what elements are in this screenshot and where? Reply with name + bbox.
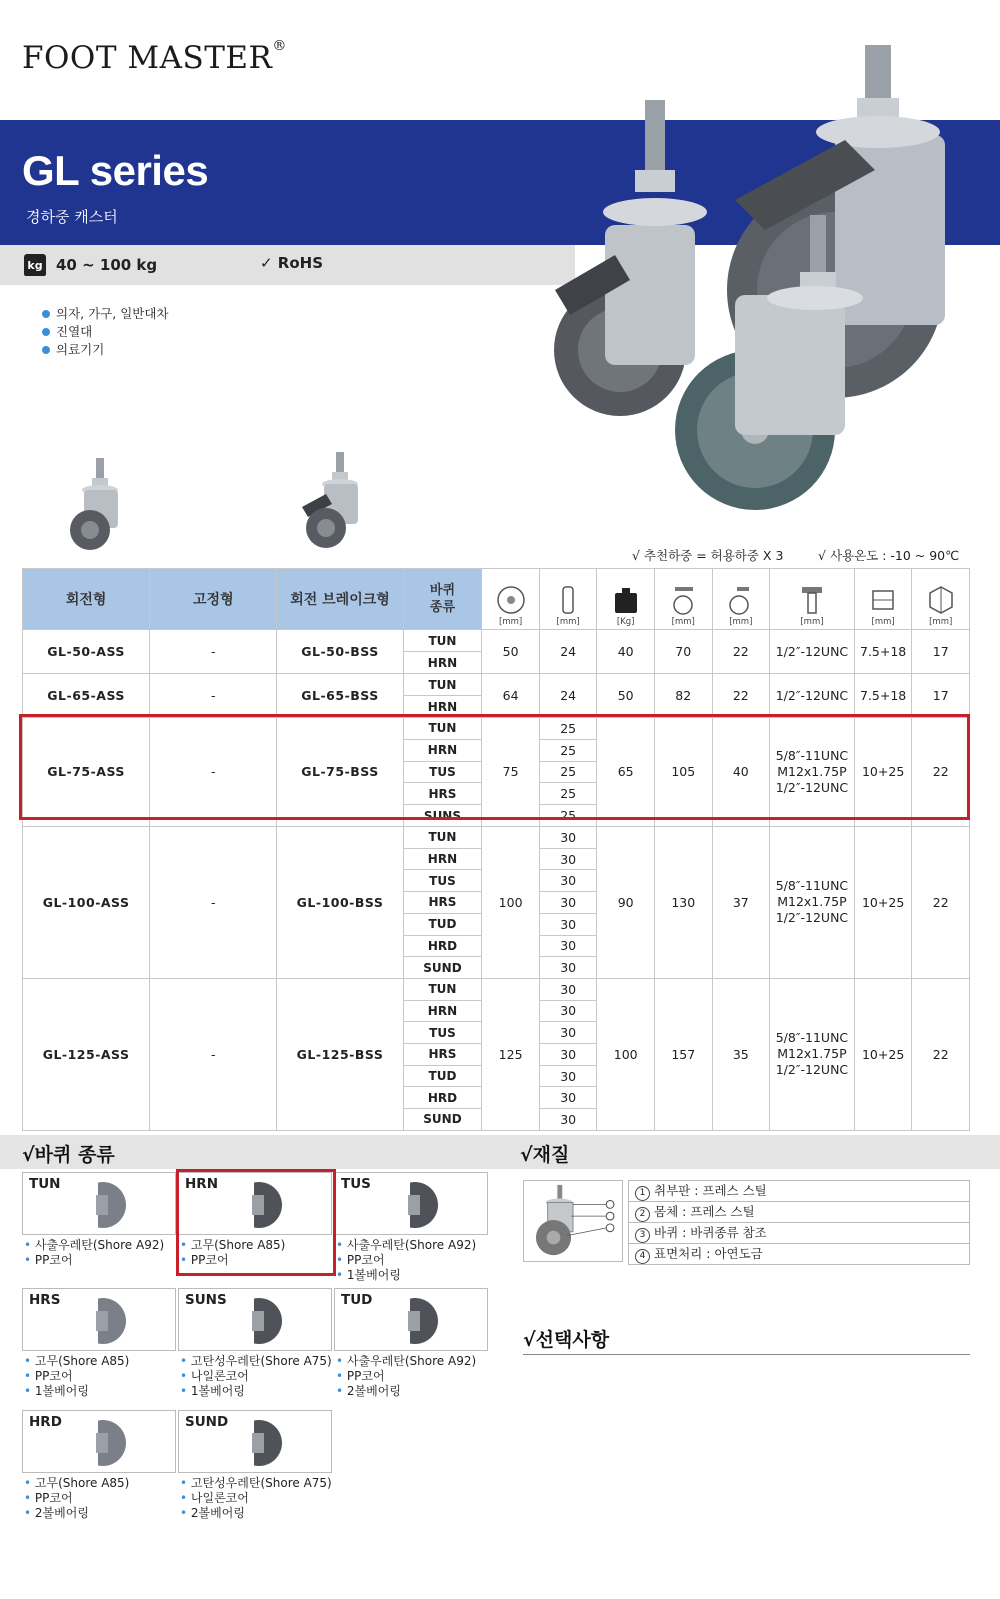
wheel-type-cell: HRD bbox=[403, 1087, 482, 1109]
brand-name: FOOT MASTER bbox=[22, 40, 273, 76]
registered-mark: ® bbox=[272, 38, 287, 54]
brake-model: GL-100-BSS bbox=[277, 826, 403, 978]
wheel-type-card bbox=[22, 1410, 176, 1473]
caster-height: 105 bbox=[654, 718, 712, 827]
wheel-cross-section-icon bbox=[234, 1415, 284, 1471]
unit-label: [mm] bbox=[929, 617, 953, 627]
weight-load-icon bbox=[611, 585, 641, 615]
wheel-width: 30 bbox=[539, 1044, 597, 1066]
wheel-type-code: TUS bbox=[341, 1176, 371, 1192]
material-row bbox=[629, 1181, 970, 1202]
usage-item: 진열대 bbox=[42, 323, 169, 341]
stem-length: 10+25 bbox=[854, 718, 912, 827]
spec-table bbox=[22, 568, 970, 1131]
fixed-model: - bbox=[150, 978, 277, 1130]
wheel-diameter: 75 bbox=[482, 718, 540, 827]
wheel-type-cell: TUN bbox=[403, 674, 482, 696]
description-line: • 나일론코어 bbox=[180, 1369, 332, 1384]
description-line: • 고탄성우레탄(Shore A75) bbox=[180, 1354, 332, 1369]
material-title: √재질 bbox=[520, 1144, 570, 1166]
wheel-type-description bbox=[336, 1238, 476, 1283]
wheel-type-cell: TUN bbox=[403, 718, 482, 740]
wheel-width: 30 bbox=[539, 1000, 597, 1022]
load-range: 40 ~ 100 kg bbox=[56, 256, 158, 274]
wheel-diameter: 64 bbox=[482, 674, 540, 718]
description-line: • 고무(Shore A85) bbox=[180, 1238, 285, 1253]
wheel-diameter: 50 bbox=[482, 630, 540, 674]
wheel-type-cell: HRS bbox=[403, 1044, 482, 1066]
description-line: • 고탄성우레탄(Shore A75) bbox=[180, 1476, 332, 1491]
material-text: 표면처리 : 아연도금 bbox=[654, 1246, 763, 1261]
material-table bbox=[628, 1180, 970, 1265]
thread-spec bbox=[770, 826, 855, 978]
wheel-width: 30 bbox=[539, 957, 597, 979]
thread-line: 1/2″-12UNC bbox=[775, 643, 849, 659]
rohs-badge: ✓ RoHS bbox=[260, 254, 324, 272]
hrn-highlight-box bbox=[176, 1169, 336, 1276]
header-thread bbox=[770, 569, 855, 630]
wheel-cross-section-icon bbox=[78, 1177, 128, 1233]
stem-length: 10+25 bbox=[854, 826, 912, 978]
stem-length: 7.5+18 bbox=[854, 674, 912, 718]
wheel-diameter-icon bbox=[496, 585, 526, 615]
wheel-width-icon bbox=[558, 585, 578, 615]
material-text: 바퀴 : 바퀴종류 참조 bbox=[654, 1225, 767, 1240]
number-badge: 1 bbox=[635, 1186, 650, 1201]
unit-label: [mm] bbox=[499, 617, 523, 627]
gl-75-highlight-box bbox=[19, 714, 970, 820]
description-line: • 사출우레탄(Shore A92) bbox=[336, 1238, 476, 1253]
wheel-cross-section-icon bbox=[78, 1293, 128, 1349]
thread-spec bbox=[770, 674, 855, 718]
wheel-width: 30 bbox=[539, 870, 597, 892]
header-wheel-type: 바퀴 종류 bbox=[403, 569, 482, 630]
wheel-type-cell: TUN bbox=[403, 826, 482, 848]
thread-line: 5/8″-11UNC bbox=[775, 878, 849, 894]
wheel-width: 30 bbox=[539, 826, 597, 848]
swivel-offset: 22 bbox=[712, 674, 770, 718]
material-text: 취부판 : 프레스 스틸 bbox=[654, 1183, 767, 1198]
wheel-type-card bbox=[22, 1172, 176, 1235]
swivel-model: GL-50-ASS bbox=[23, 630, 150, 674]
number-badge: 2 bbox=[635, 1207, 650, 1222]
description-line: • 사출우레탄(Shore A92) bbox=[336, 1354, 476, 1369]
wheel-width: 30 bbox=[539, 848, 597, 870]
unit-label: [mm] bbox=[556, 617, 580, 627]
allowable-load: 65 bbox=[597, 718, 655, 827]
fixed-model: - bbox=[150, 674, 277, 718]
unit-label: [mm] bbox=[671, 617, 695, 627]
brand-logo bbox=[22, 40, 287, 76]
wheel-type-code: TUD bbox=[341, 1292, 373, 1308]
description-line: • 고무(Shore A85) bbox=[24, 1354, 129, 1369]
header-width bbox=[539, 569, 597, 630]
wheel-type-cell: TUN bbox=[403, 630, 482, 652]
wheel-type-code: SUND bbox=[185, 1414, 229, 1430]
stem-length-icon bbox=[868, 585, 898, 615]
unit-label: [Kg] bbox=[616, 617, 635, 627]
unit-label: [mm] bbox=[871, 617, 895, 627]
wheel-width: 25 bbox=[539, 718, 597, 740]
material-row bbox=[629, 1202, 970, 1223]
wheel-type-cell: HRD bbox=[403, 935, 482, 957]
wheel-width: 30 bbox=[539, 1087, 597, 1109]
material-row bbox=[629, 1244, 970, 1265]
thread-line: M12x1.75P bbox=[777, 1046, 847, 1062]
fixed-model: - bbox=[150, 826, 277, 978]
wheel-type-description bbox=[24, 1238, 164, 1268]
material-text: 몸체 : 프레스 스틸 bbox=[654, 1204, 755, 1219]
header-stem-length bbox=[854, 569, 912, 630]
description-line: • 사출우레탄(Shore A92) bbox=[24, 1238, 164, 1253]
wheel-type-description bbox=[180, 1476, 332, 1521]
description-line: • 2볼베어링 bbox=[336, 1384, 476, 1399]
wheel-type-code: HRS bbox=[29, 1292, 61, 1308]
description-line: • 2볼베어링 bbox=[24, 1506, 129, 1521]
header-fixed: 고정형 bbox=[150, 569, 277, 630]
table-row bbox=[23, 826, 970, 848]
description-line: • 1볼베어링 bbox=[336, 1268, 476, 1283]
wheel-type-cell: TUD bbox=[403, 1065, 482, 1087]
description-line: • PP코어 bbox=[24, 1491, 129, 1506]
allowable-load: 40 bbox=[597, 630, 655, 674]
material-cell bbox=[629, 1223, 970, 1244]
wheel-width: 25 bbox=[539, 783, 597, 805]
thread-spec bbox=[770, 630, 855, 674]
fixed-model: - bbox=[150, 718, 277, 827]
wheel-type-code: HRD bbox=[29, 1414, 62, 1430]
wheel-type-card bbox=[334, 1288, 488, 1351]
wheel-type-card bbox=[22, 1288, 176, 1351]
description-line: • 나일론코어 bbox=[180, 1491, 332, 1506]
wheel-width: 30 bbox=[539, 913, 597, 935]
number-badge: 3 bbox=[635, 1228, 650, 1243]
spec-table-body bbox=[23, 630, 970, 1131]
brake-model: GL-50-BSS bbox=[277, 630, 403, 674]
wheel-type-title: √바퀴 종류 bbox=[22, 1144, 115, 1166]
number-badge: 4 bbox=[635, 1249, 650, 1264]
wheel-type-cell: TUS bbox=[403, 870, 482, 892]
wheel-width: 24 bbox=[539, 674, 597, 718]
wheel-type-code: SUNS bbox=[185, 1292, 227, 1308]
material-cell bbox=[629, 1181, 970, 1202]
caster-height: 130 bbox=[654, 826, 712, 978]
thread-line: 1/2″-12UNC bbox=[775, 910, 849, 926]
caster-height: 82 bbox=[654, 674, 712, 718]
thread-line: 5/8″-11UNC bbox=[775, 747, 849, 763]
options-divider bbox=[523, 1354, 970, 1355]
stem-length: 10+25 bbox=[854, 978, 912, 1130]
wheel-type-description bbox=[336, 1354, 476, 1399]
swivel-offset: 37 bbox=[712, 826, 770, 978]
header-nut-size bbox=[912, 569, 970, 630]
series-title: GL series bbox=[22, 147, 209, 194]
wheel-type-description bbox=[24, 1354, 129, 1399]
wheel-cross-section-icon bbox=[390, 1177, 440, 1233]
wheel-type-cell: TUS bbox=[403, 1022, 482, 1044]
wheel-type-cell: HRN bbox=[403, 696, 482, 718]
wheel-width: 30 bbox=[539, 1022, 597, 1044]
description-line: • PP코어 bbox=[180, 1253, 285, 1268]
hex-nut-icon bbox=[926, 585, 956, 615]
wheel-width: 30 bbox=[539, 1109, 597, 1131]
unit-label: [mm] bbox=[729, 617, 753, 627]
wheel-width: 25 bbox=[539, 805, 597, 827]
table-row bbox=[23, 674, 970, 696]
swivel-caster-image bbox=[68, 458, 128, 553]
swivel-model: GL-75-ASS bbox=[23, 718, 150, 827]
caster-height: 157 bbox=[654, 978, 712, 1130]
wheel-type-cell: TUS bbox=[403, 761, 482, 783]
wheel-cross-section-icon bbox=[234, 1293, 284, 1349]
thread-line: 1/2″-12UNC bbox=[775, 779, 849, 795]
section-bar bbox=[0, 1135, 1000, 1169]
recommended-load-note: √ 추천하중 = 허용하중 X 3 bbox=[632, 548, 784, 563]
usage-item: 의료기기 bbox=[42, 341, 169, 359]
caster-height-icon bbox=[669, 585, 697, 615]
header-height bbox=[654, 569, 712, 630]
wheel-type-code: TUN bbox=[29, 1176, 61, 1192]
description-line: • 1볼베어링 bbox=[180, 1384, 332, 1399]
series-subtitle: 경하중 캐스터 bbox=[26, 208, 118, 226]
swivel-model: GL-100-ASS bbox=[23, 826, 150, 978]
wheel-width: 24 bbox=[539, 630, 597, 674]
wheel-diameter: 100 bbox=[482, 826, 540, 978]
weight-icon: kg bbox=[24, 254, 46, 276]
wheel-width: 30 bbox=[539, 978, 597, 1000]
description-line: • PP코어 bbox=[336, 1253, 476, 1268]
wheel-type-cell: HRS bbox=[403, 892, 482, 914]
material-cell bbox=[629, 1202, 970, 1223]
wheel-width: 25 bbox=[539, 761, 597, 783]
allowable-load: 90 bbox=[597, 826, 655, 978]
nut-size: 17 bbox=[912, 630, 970, 674]
brake-model: GL-75-BSS bbox=[277, 718, 403, 827]
thread-line: 1/2″-12UNC bbox=[775, 687, 849, 703]
material-row bbox=[629, 1223, 970, 1244]
wheel-type-card bbox=[178, 1288, 332, 1351]
description-line: • PP코어 bbox=[24, 1369, 129, 1384]
allowable-load: 50 bbox=[597, 674, 655, 718]
wheel-cross-section-icon bbox=[78, 1415, 128, 1471]
wheel-type-cell: HRN bbox=[403, 848, 482, 870]
operating-temp-note: √ 사용온도 : -10 ~ 90℃ bbox=[818, 548, 960, 563]
unit-label: [mm] bbox=[800, 617, 824, 627]
nut-size: 22 bbox=[912, 978, 970, 1130]
wheel-type-card bbox=[334, 1172, 488, 1235]
caster-product-image bbox=[545, 40, 945, 510]
nut-size: 22 bbox=[912, 826, 970, 978]
wheel-type-cell: TUD bbox=[403, 913, 482, 935]
swivel-model: GL-65-ASS bbox=[23, 674, 150, 718]
description-line: • PP코어 bbox=[336, 1369, 476, 1384]
brake-model: GL-65-BSS bbox=[277, 674, 403, 718]
wheel-type-cell: TUN bbox=[403, 978, 482, 1000]
wheel-type-description bbox=[24, 1476, 129, 1521]
wheel-diameter: 125 bbox=[482, 978, 540, 1130]
swivel-model: GL-125-ASS bbox=[23, 978, 150, 1130]
wheel-type-card bbox=[178, 1410, 332, 1473]
header-diameter bbox=[482, 569, 540, 630]
allowable-load: 100 bbox=[597, 978, 655, 1130]
wheel-type-cell: SUND bbox=[403, 957, 482, 979]
thread-line: 1/2″-12UNC bbox=[775, 1062, 849, 1078]
usage-item: 의자, 가구, 일반대차 bbox=[42, 305, 169, 323]
caster-height: 70 bbox=[654, 630, 712, 674]
brake-caster-image bbox=[300, 452, 362, 552]
header-load bbox=[597, 569, 655, 630]
wheel-type-cell: HRN bbox=[403, 1000, 482, 1022]
thread-spec bbox=[770, 978, 855, 1130]
wheel-width: 25 bbox=[539, 739, 597, 761]
stem-length: 7.5+18 bbox=[854, 630, 912, 674]
wheel-width: 30 bbox=[539, 1065, 597, 1087]
header-brake: 회전 브레이크형 bbox=[277, 569, 403, 630]
wheel-type-cell: SUNS bbox=[403, 805, 482, 827]
options-title: √선택사항 bbox=[523, 1329, 610, 1351]
thread-line: M12x1.75P bbox=[777, 763, 847, 779]
swivel-offset: 35 bbox=[712, 978, 770, 1130]
thread-stem-icon bbox=[797, 585, 827, 615]
table-row bbox=[23, 630, 970, 652]
wheel-width: 30 bbox=[539, 935, 597, 957]
description-line: • PP코어 bbox=[24, 1253, 164, 1268]
wheel-type-cell: HRN bbox=[403, 652, 482, 674]
thread-line: M12x1.75P bbox=[777, 894, 847, 910]
wheel-cross-section-icon bbox=[390, 1293, 440, 1349]
header-offset bbox=[712, 569, 770, 630]
swivel-offset: 40 bbox=[712, 718, 770, 827]
description-line: • 2볼베어링 bbox=[180, 1506, 332, 1521]
swivel-offset-icon bbox=[727, 585, 755, 615]
brake-model: GL-125-BSS bbox=[277, 978, 403, 1130]
wheel-type-cell: HRN bbox=[403, 739, 482, 761]
nut-size: 17 bbox=[912, 674, 970, 718]
wheel-type-code: HRN bbox=[185, 1176, 218, 1192]
material-diagram bbox=[523, 1180, 623, 1262]
wheel-type-description bbox=[180, 1354, 332, 1399]
usage-list bbox=[42, 305, 169, 359]
wheel-type-cell: HRS bbox=[403, 783, 482, 805]
swivel-offset: 22 bbox=[712, 630, 770, 674]
header-swivel: 회전형 bbox=[23, 569, 150, 630]
fixed-model: - bbox=[150, 630, 277, 674]
wheel-width: 30 bbox=[539, 892, 597, 914]
thread-line: 5/8″-11UNC bbox=[775, 1030, 849, 1046]
description-line: • 1볼베어링 bbox=[24, 1384, 129, 1399]
nut-size: 22 bbox=[912, 718, 970, 827]
description-line: • 고무(Shore A85) bbox=[24, 1476, 129, 1491]
material-cell bbox=[629, 1244, 970, 1265]
wheel-type-cell: SUND bbox=[403, 1109, 482, 1131]
table-row bbox=[23, 978, 970, 1000]
